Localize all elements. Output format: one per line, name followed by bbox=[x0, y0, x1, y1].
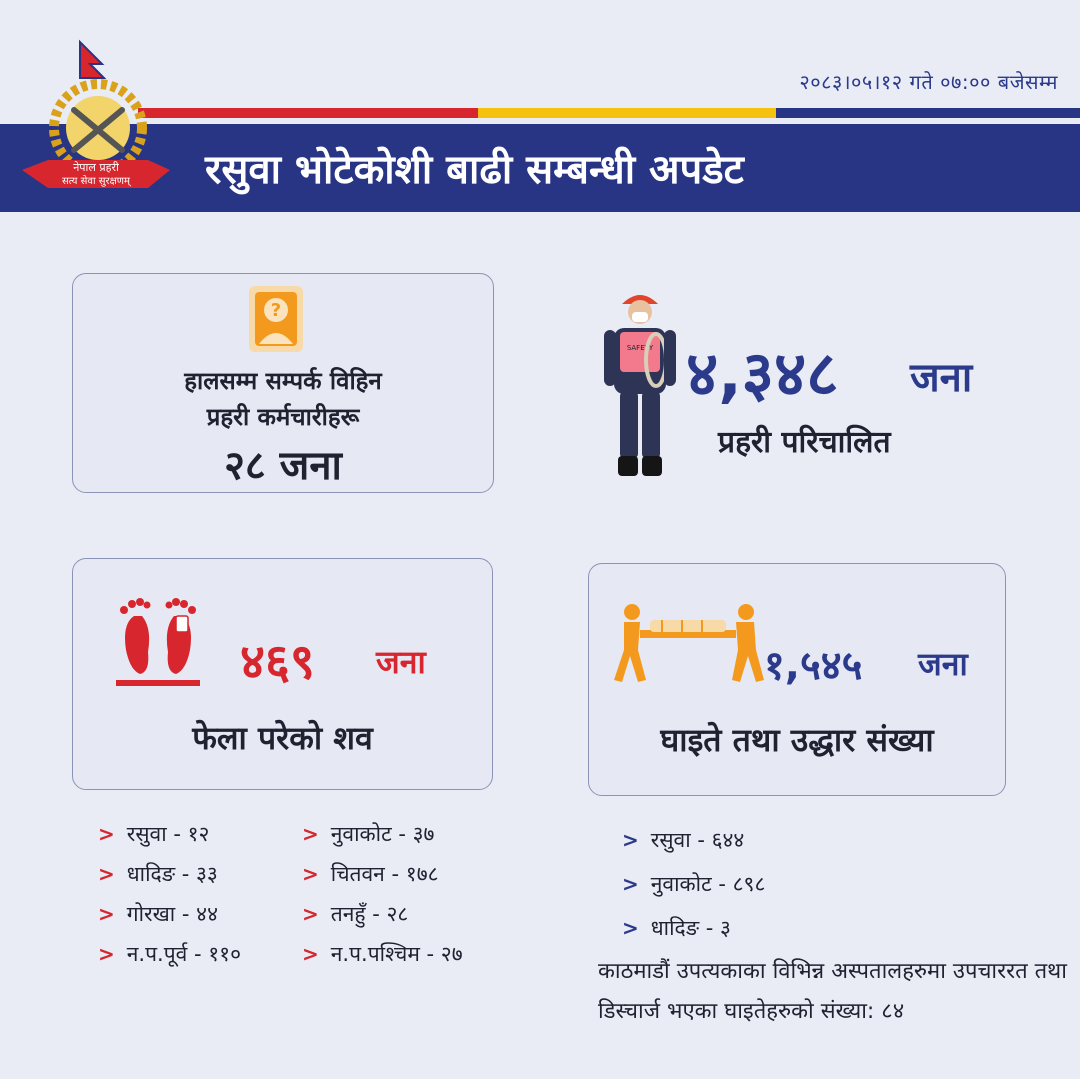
chevron-right-icon: > bbox=[98, 822, 115, 846]
bodies-district-list-right bbox=[302, 820, 463, 980]
chevron-right-icon: > bbox=[302, 902, 319, 926]
list-item: > गोरखा - ४४ bbox=[98, 902, 219, 926]
chevron-right-icon: > bbox=[622, 872, 639, 896]
dead-body-feet-icon bbox=[112, 594, 204, 690]
page-title: रसुवा भोटेकोशी बाढी सम्बन्धी अपडेट bbox=[205, 147, 744, 193]
police-officer-icon bbox=[600, 288, 680, 484]
list-item: > चितवन - १७८ bbox=[302, 862, 439, 886]
list-item: > रसुवा - १२ bbox=[98, 822, 210, 846]
chevron-right-icon: > bbox=[98, 942, 115, 966]
flag-stripe-blue bbox=[776, 108, 1080, 118]
bodies-label: फेला परेको शव bbox=[192, 719, 373, 757]
missing-label-line1: हालसम्म सम्पर्क विहिन bbox=[184, 367, 382, 395]
chevron-right-icon: > bbox=[622, 828, 639, 852]
injured-count: १,५४५ bbox=[764, 643, 863, 689]
deployed-unit: जना bbox=[910, 355, 973, 401]
rescue-stretcher-icon bbox=[612, 600, 764, 686]
chevron-right-icon: > bbox=[98, 902, 115, 926]
bodies-district-list-left bbox=[98, 820, 241, 980]
list-item: > नुवाकोट - ३७ bbox=[302, 822, 435, 846]
deployed-label: प्रहरी परिचालित bbox=[718, 425, 891, 460]
list-item: > रसुवा - ६४४ bbox=[622, 828, 745, 852]
logo-bottom-text: सत्य सेवा सुरक्षणम् bbox=[62, 176, 130, 187]
injured-district-list bbox=[622, 826, 765, 958]
list-item: > नुवाकोट - ८९८ bbox=[622, 872, 766, 896]
missing-label-line2: प्रहरी कर्मचारीहरू bbox=[206, 403, 360, 431]
list-item: > धादिङ - ३ bbox=[622, 916, 731, 940]
list-item: > न.प.पश्चिम - २७ bbox=[302, 942, 463, 966]
list-item: > धादिङ - ३३ bbox=[98, 862, 218, 886]
injured-label: घाइते तथा उद्धार संख्या bbox=[660, 721, 934, 759]
bodies-count: ४६९ bbox=[240, 634, 315, 690]
deployed-count: ४,३४८ bbox=[686, 337, 839, 410]
list-item: > न.प.पूर्व - ११० bbox=[98, 942, 241, 966]
hospital-note: काठमाडौं उपत्यकाका विभिन्न अस्पतालहरुमा उपचाररत तथा डिस्चार्ज भएका घाइतेहरुको संख्या: ८४ bbox=[598, 959, 1067, 1024]
chevron-right-icon: > bbox=[98, 862, 115, 886]
flag-stripe-yellow bbox=[478, 108, 776, 118]
flag-stripe-red bbox=[138, 108, 478, 118]
missing-person-icon bbox=[245, 284, 307, 354]
logo-top-text: नेपाल प्रहरी bbox=[73, 161, 119, 174]
chevron-right-icon: > bbox=[302, 862, 319, 886]
update-datetime: २०८३।०५।१२ गते ०७:०० बजेसम्म bbox=[799, 70, 1058, 94]
missing-count: २८ जना bbox=[224, 443, 342, 489]
list-item: > तनहुँ - २८ bbox=[302, 902, 409, 926]
svg-text:?: ? bbox=[270, 300, 282, 321]
chevron-right-icon: > bbox=[302, 942, 319, 966]
injured-unit: जना bbox=[918, 645, 968, 683]
chevron-right-icon: > bbox=[302, 822, 319, 846]
chevron-right-icon: > bbox=[622, 916, 639, 940]
bodies-unit: जना bbox=[376, 643, 426, 681]
vest-text: SAFETY bbox=[626, 344, 654, 352]
nepal-police-logo-icon bbox=[18, 38, 174, 198]
